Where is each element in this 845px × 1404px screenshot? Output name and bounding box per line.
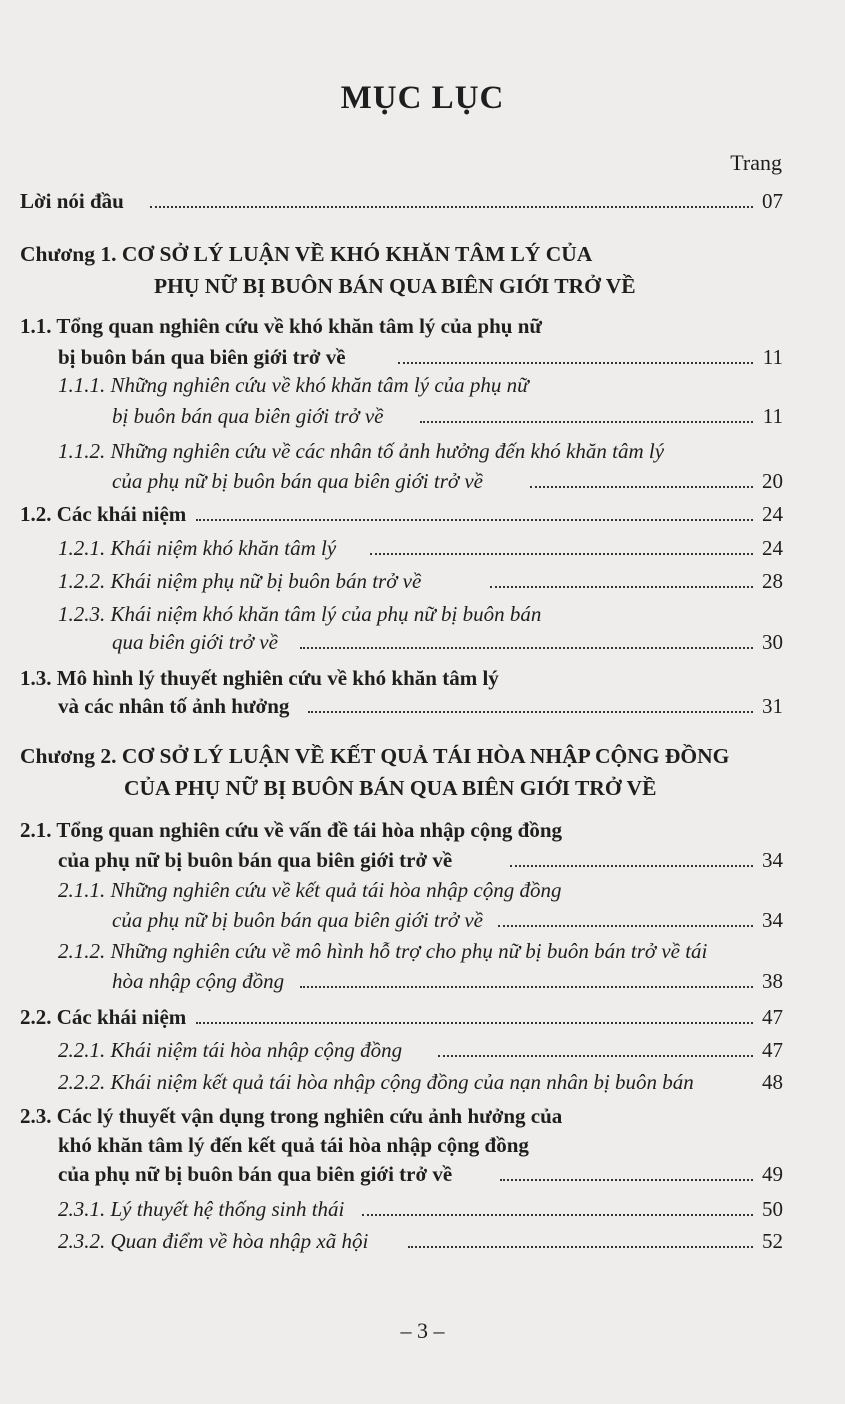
dot-leader (196, 500, 753, 528)
dot-leader (500, 1160, 753, 1188)
toc-page-number: 30 (762, 630, 783, 654)
toc-entry-title-line-2: bị buôn bán qua biên giới trở về (58, 345, 346, 369)
toc-entry-title: 2.2.2. Khái niệm kết quả tái hòa nhập cộng đồng của nạn nhân bị buôn bán (58, 1070, 694, 1094)
toc-page-number: 24 (762, 536, 783, 560)
dot-leader (362, 1195, 753, 1223)
toc-entry-title: 1.2. Các khái niệm (20, 502, 187, 526)
toc-entry-title-line-1: 1.1. Tổng quan nghiên cứu về khó khăn tâm lý của phụ nữ (20, 314, 542, 338)
toc-entry-title: 2.2.1. Khái niệm tái hòa nhập cộng đồng (58, 1038, 403, 1062)
dot-leader (370, 534, 753, 562)
toc-entry-title-line-1: 2.1.2. Những nghiên cứu về mô hình hỗ trợ cho phụ nữ bị buôn bán trở về tái (58, 939, 708, 963)
toc-page-number: 11 (762, 404, 783, 428)
dot-leader (150, 187, 753, 215)
toc-entry-title-line-2: bị buôn bán qua biên giới trở về (112, 404, 384, 428)
toc-page-number: 28 (762, 569, 783, 593)
toc-entry-title-line-1: 1.2.3. Khái niệm khó khăn tâm lý của phụ nữ bị buôn bán (58, 602, 542, 626)
chapter-heading-line-2: PHỤ NỮ BỊ BUÔN BÁN QUA BIÊN GIỚI TRỞ VỀ (154, 274, 636, 298)
dot-leader (498, 906, 753, 934)
page-title: MỤC LỤC (340, 80, 505, 116)
toc-page-number: 20 (762, 469, 783, 493)
toc-page-number: 48 (762, 1070, 783, 1094)
toc-page-number: 47 (762, 1038, 783, 1062)
dot-leader (300, 628, 753, 656)
toc-page-number: 38 (762, 969, 783, 993)
dot-leader (530, 467, 753, 495)
toc-page-number: 11 (762, 345, 783, 369)
toc-entry-title: 1.2.2. Khái niệm phụ nữ bị buôn bán trở về (58, 569, 422, 593)
dot-leader (510, 846, 753, 874)
dot-leader (398, 343, 753, 371)
chapter-heading-line-1: Chương 1. CƠ SỞ LÝ LUẬN VỀ KHÓ KHĂN TÂM LÝ CỦA (20, 242, 593, 266)
toc-entry-title-line-1: 2.1. Tổng quan nghiên cứu về vấn đề tái hòa nhập cộng đồng (20, 818, 563, 842)
toc-entry-title-line-2: qua biên giới trở về (112, 630, 278, 654)
toc-entry-title-line-2: của phụ nữ bị buôn bán qua biên giới trở về (112, 469, 483, 493)
toc-entry-title-line-2: hòa nhập cộng đồng (112, 969, 285, 993)
chapter-heading-line-1: Chương 2. CƠ SỞ LÝ LUẬN VỀ KẾT QUẢ TÁI HÒA NHẬP CỘNG ĐỒNG (20, 744, 730, 768)
toc-page-number: 34 (762, 848, 783, 872)
dot-leader (408, 1227, 753, 1255)
dot-leader (420, 402, 753, 430)
toc-entry-title-line-2: và các nhân tố ảnh hưởng (58, 694, 290, 718)
toc-page-number: 34 (762, 908, 783, 932)
page-column-header: Trang (730, 150, 782, 175)
dot-leader (300, 967, 753, 995)
toc-entry-title: Lời nói đầu (20, 189, 124, 213)
toc-entry-title-line-2: của phụ nữ bị buôn bán qua biên giới trở về (58, 848, 453, 872)
toc-entry-title-line-1: 1.3. Mô hình lý thuyết nghiên cứu về khó khăn tâm lý (20, 666, 499, 690)
chapter-heading-line-2: CỦA PHỤ NỮ BỊ BUÔN BÁN QUA BIÊN GIỚI TRỞ VỀ (124, 776, 657, 800)
dot-leader (196, 1003, 753, 1031)
toc-entry-title: 1.2.1. Khái niệm khó khăn tâm lý (58, 536, 337, 560)
toc-page-number: 47 (762, 1005, 783, 1029)
toc-page-number: 07 (762, 189, 783, 213)
toc-entry-title-line-3: của phụ nữ bị buôn bán qua biên giới trở về (58, 1162, 453, 1186)
toc-entry-title: 2.3.1. Lý thuyết hệ thống sinh thái (58, 1197, 345, 1221)
dot-leader (438, 1036, 753, 1064)
toc-page-number: 50 (762, 1197, 783, 1221)
toc-page-number: 24 (762, 502, 783, 526)
toc-page-number: 31 (762, 694, 783, 718)
toc-entry-title-line-1: 2.1.1. Những nghiên cứu về kết quả tái hòa nhập cộng đồng (58, 878, 562, 902)
toc-entry-title-line-2: khó khăn tâm lý đến kết quả tái hòa nhập cộng đồng (58, 1133, 529, 1157)
toc-entry-title: 2.2. Các khái niệm (20, 1005, 187, 1029)
toc-entry-title-line-1: 1.1.2. Những nghiên cứu về các nhân tố ảnh hưởng đến khó khăn tâm lý (58, 439, 665, 463)
toc-entry-title-line-1: 2.3. Các lý thuyết vận dụng trong nghiên cứu ảnh hưởng của (20, 1104, 563, 1128)
page-number-footer: – 3 – (400, 1318, 445, 1343)
toc-entry-title-line-2: của phụ nữ bị buôn bán qua biên giới trở về (112, 908, 483, 932)
toc-entry-title: 2.3.2. Quan điểm về hòa nhập xã hội (58, 1229, 369, 1253)
toc-page-number: 52 (762, 1229, 783, 1253)
dot-leader (308, 692, 753, 720)
toc-page-number: 49 (762, 1162, 783, 1186)
dot-leader (490, 567, 753, 595)
toc-entry-title-line-1: 1.1.1. Những nghiên cứu về khó khăn tâm lý của phụ nữ (58, 373, 529, 397)
